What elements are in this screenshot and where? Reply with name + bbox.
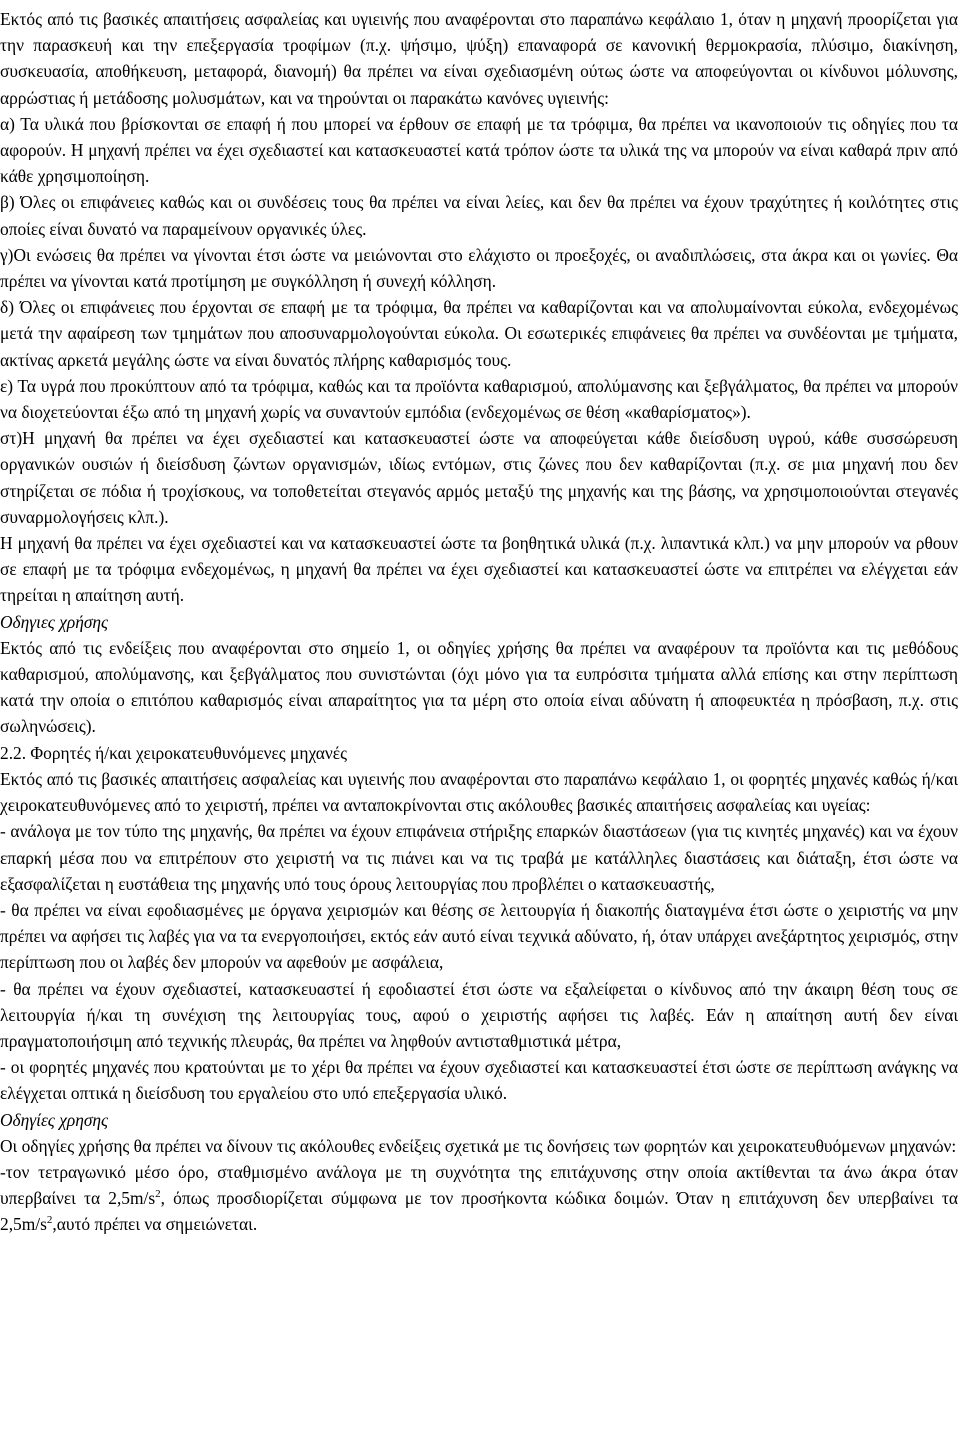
accidental-start-paragraph: - θα πρέπει να έχουν σχεδιαστεί, κατασκευαστεί ή εφοδιαστεί έτσι ώστε να εξαλείφεται ο κίνδυνος από την άκαιρη θέση τους σε λειτουργία ή/και τη συνέχιση της λειτουργίας τους, αφού ο χειριστής αφήσει τις λαβές. Εάν η απαίτηση αυτή δεν είναι πραγματοποιήσιμη από τεχνικής πλευράς, θα πρέπει να ληφθούν αντισταθμιστικά μέτρα, — [0, 978, 958, 1051]
rule-b-paragraph: β) Όλες οι επιφάνειες καθώς και οι συνδέσεις τους θα πρέπει να είναι λείες, και δεν θα πρέπει να έχουν τραχύτητες ή κοιλότητες στις οποίες είναι δυνατό να παραμείνουν οργανικές ύλες. — [0, 192, 958, 239]
instructions-heading-1: Οδηγιες χρήσης — [0, 611, 109, 632]
vibration-value-paragraph — [0, 1159, 958, 1238]
intro-paragraph: Εκτός από τις βασικές απαιτήσεις ασφαλείας και υγιεινής που αναφέρονται στο παραπάνω κεφάλαιο 1, όταν η μηχανή προορίζεται για την παρασκευή και την επεξεργασία τροφίμων (π.χ. ψήσιμο, ψύξη) επαναφορά σε κανονική θερμοκρασία, πλύσιμο, διακίνηση, συσκευασία, αποθήκευση, μεταφορά, διανομή) θα πρέπει να είναι σχεδιασμένη ούτως ώστε να αποφεύγονται οι κίνδυνοι μόλυνσης, αρρώστιας ή μετάδοσης μολυσμάτων, και να τηρούνται οι παρακάτω κανόνες υγιεινής: — [0, 9, 958, 108]
rule-c-paragraph: γ)Οι ενώσεις θα πρέπει να γίνονται έτσι ώστε να μειώνονται στο ελάχιστο οι προεξοχές, οι αναδιπλώσεις, στα άκρα και οι γωνίες. Θα πρέπει να γίνονται κατά προτίμηση με συγκόλληση ή συνεχή κόλληση. — [0, 244, 958, 292]
rule-f-paragraph: στ)Η μηχανή θα πρέπει να έχει σχεδιαστεί και κατασκευαστεί ώστε να αποφεύγεται κάθε διείσδυση υγρού, κάθε συσσώρευση οργανικών ουσιών ή διείσδυση ζώντων οργανισμών, ιδίως εντόμων, στις ζώνες που δεν καθαρίζονται (π.χ. σε μια μηχανή που δεν στηρίζεται σε πόδια ή τροχίσκους, να τοποθετείται στεγανός αρμός μεταξύ της μηχανής και της βάσης, να χρησιμοποιούνται στεγανές συναρμολογήσεις κλπ.). — [0, 428, 958, 527]
portable-machines-intro-paragraph: Εκτός από τις βασικές απαιτήσεις ασφαλείας και υγιεινής που αναφέρονται στο παραπάνω κεφάλαιο 1, οι φορητές μηχανές καθώς ή/και χειροκατευθυνόμενες από το χειριστή, πρέπει να ανταποκρίνονται στις ακόλουθες βασικές απαιτήσεις ασφαλείας και υγείας: — [0, 768, 958, 816]
instructions-heading-2: Οδηγίες χρησης — [0, 1109, 109, 1130]
squared-superscript-2: 2 — [46, 1214, 53, 1227]
vibration-text-part-2: , όπως προσδιορίζεται σύμφωνα με τον προσήκοντα κώδικα δοιμών. Όταν η επιτάχυνση δεν υπερβαίνει τα 2,5m/s — [0, 1188, 958, 1235]
controls-paragraph: - θα πρέπει να είναι εφοδιασμένες με όργανα χειρισμών και θέσης σε λειτουργία ή διακοπής διαταγμένα έτσι ώστε ο χειριστής να μην πρέπει να αφήσει τις λαβές για να τα ενεργοποιήσει, εκτός εάν αυτό είναι τεχνικά αδύνατο, ή, όταν υπάρχει ανεξάρτητος χειρισμός, στην περίπτωση που οι λαβές δεν μπορούν να αφεθούν με ασφάλεια, — [0, 899, 958, 973]
rule-d-paragraph: δ) Όλες οι επιφάνειες που έρχονται σε επαφή με τα τρόφιμα, θα πρέπει να καθαρίζονται και να απολυμαίνονται εύκολα, ενδεχομένως μετά την αφαίρεση των τμημάτων που αποσυναρμολογούνται εύκολα. Οι εσωτερικές επιφάνειες θα πρέπει να συνδέονται με τμήματα, ακτίνας αρκετά μεγάλης ώστε να είναι δυνατός πλήρης καθαρισμός τους. — [0, 297, 958, 370]
section-2-2-heading: 2.2. Φορητές ή/και χειροκατευθυνόμενες μηχανές — [0, 742, 347, 763]
rule-e-paragraph: ε) Τα υγρά που προκύπτουν από τα τρόφιμα, καθώς και τα προϊόντα καθαρισμού, απολύμανσης και ξεβγάλματος, θα πρέπει να μπορούν να διοχετεύονται έξω από τη μηχανή χωρίς να συναντούν εμπόδια (ενδεχομένως σε θέση «καθαρίσματος»). — [0, 375, 958, 423]
visual-check-paragraph: - οι φορητές μηχανές που κρατούνται με το χέρι θα πρέπει να έχουν σχεδιαστεί και κατασκευαστεί έτσι ώστε σε περίπτωση ανάγκης να ελέγχεται οπτικά η διείσδυση του εργαλείου στο υπό επεξεργασία υλικό. — [0, 1057, 958, 1104]
vibration-instructions-paragraph: Οι οδηγίες χρήσης θα πρέπει να δίνουν τις ακόλουθες ενδείξεις σχετικά με τις δονήσεις των φορητών και χειροκατευθυόμενων μηχανών: — [0, 1135, 957, 1156]
support-surface-paragraph: - ανάλογα με τον τύπο της μηχανής, θα πρέπει να έχουν επιφάνεια στήριξης επαρκών διαστάσεων (για τις κινητές μηχανές) και να έχουν επαρκή μέσα που να επιτρέπουν στο χειριστή να τις πιάνει και να τις τραβά με κατάλληλες διαστάσεις και διάταξη, έτσι ώστε να εξασφαλίζεται η ευστάθεια της μηχανής υπό τους όρους λειτουργίας που προβλέπει ο κατασκευαστής, — [0, 821, 958, 894]
rule-a-paragraph: α) Τα υλικά που βρίσκονται σε επαφή ή που μπορεί να έρθουν σε επαφή με τα τρόφιμα, θα πρέπει να ικανοποιούν τις οδηγίες που τα αφορούν. Η μηχανή πρέπει να έχει σχεδιαστεί και κατασκευαστεί κατά τρόπον ώστε τα υλικά της να μπορούν να είναι καθαρά πριν από κάθε χρησιμοποίηση. — [0, 113, 958, 187]
auxiliary-materials-paragraph: Η μηχανή θα πρέπει να έχει σχεδιαστεί και να κατασκευαστεί ώστε τα βοηθητικά υλικά (π.χ. λιπαντικά κλπ.) να μην μπορούν να ρθουν σε επαφή με τα τρόφιμα ενδεχομένως, η μηχανή θα πρέπει να έχει σχεδιαστεί και κατασκευαστεί ώστε να επιτρέπει να ελέγχεται εάν τηρείται η απαίτηση αυτή. — [0, 533, 958, 606]
vibration-text-part-1: -τον τετραγωνικό μέσο όρο, σταθμισμένο ανάλογα με τη συχνότητα της επιτάχυνσης στην οποία ακτίθενται τα άνω άκρα όταν υπερβαίνει τα 2,5m/s — [0, 1161, 958, 1209]
vibration-text-part-3: ,αυτό πρέπει να σημειώνεται. — [52, 1214, 258, 1235]
squared-superscript-1: 2 — [155, 1188, 161, 1201]
cleaning-instructions-paragraph: Εκτός από τις ενδείξεις που αναφέρονται στο σημείο 1, οι οδηγίες χρήσης θα πρέπει να αναφέρουν τα προϊόντα και τις μεθόδους καθαρισμού, απολύμανσης, και ξεβγάλματος που συνιστώνται (όχι μόνο για τα ευπρόσιτα τμήματα αλλά επίσης και στην περίπτωση κατά την οποία ο επιτόπου καθαρισμός είναι απαραίτητος για τα μέρη στο οποία είναι αδύνατη ή αποφευκτέα η πρόσβαση, π.χ. στις σωληνώσεις). — [0, 637, 958, 737]
